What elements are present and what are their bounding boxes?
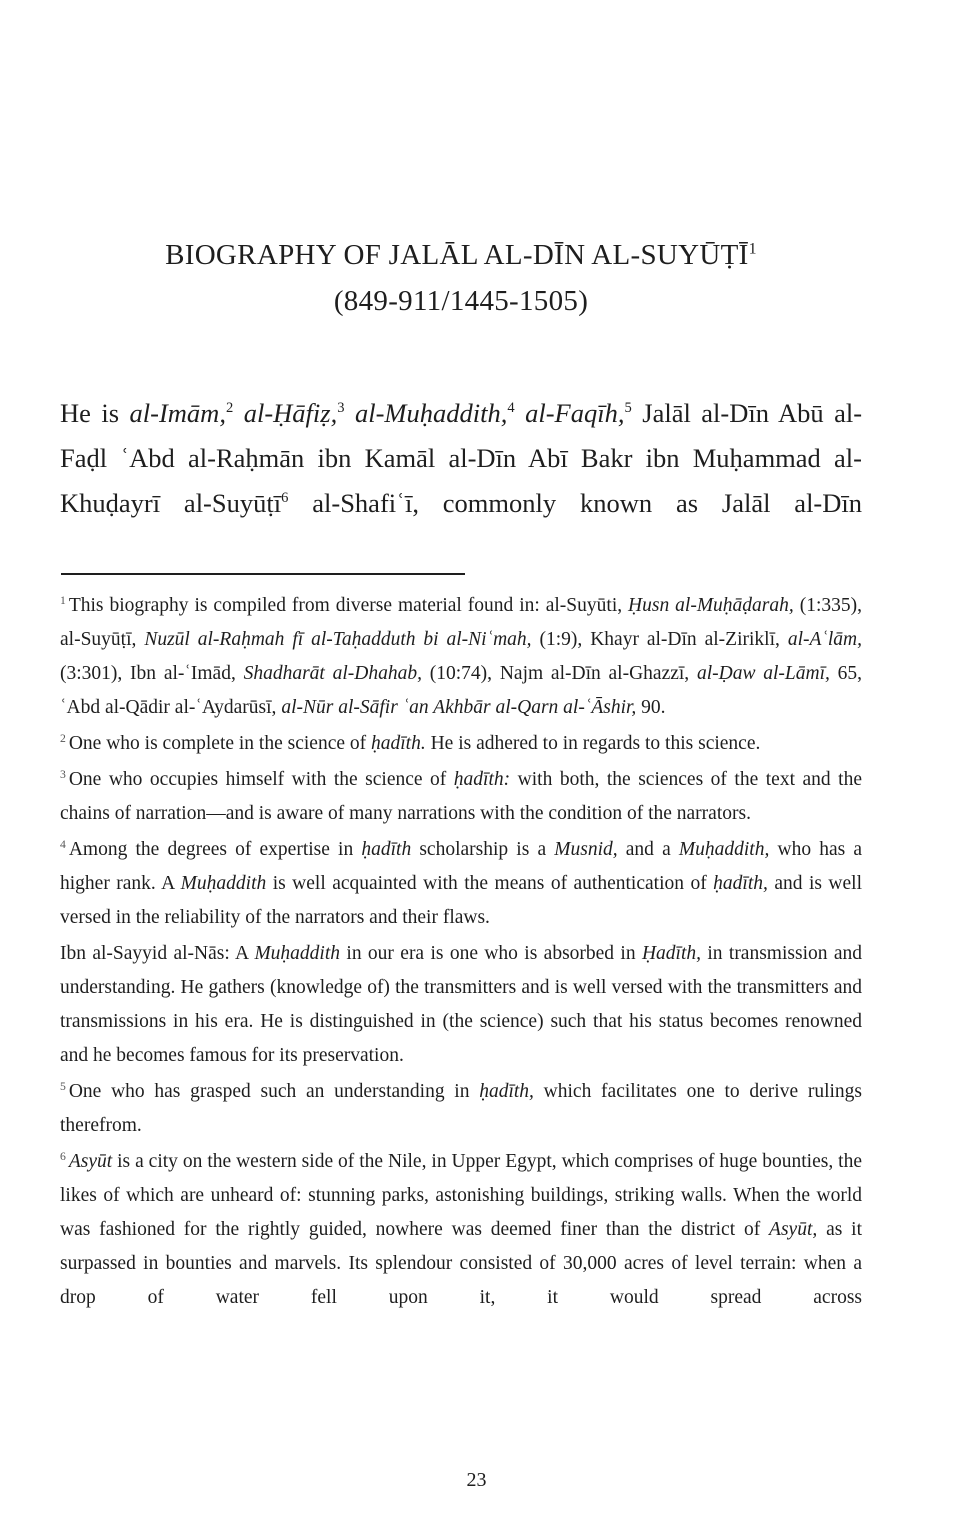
footnote-ref-6: 6 bbox=[281, 490, 289, 507]
footnote-italic: ḥadīth, bbox=[713, 873, 768, 894]
footnote-italic: Nuzūl al-Raḥmah fī al-Taḥadduth bi al-Niʿmah, bbox=[144, 629, 532, 650]
footnote-italic: Ḥadīth, bbox=[641, 943, 701, 964]
footnote-text: (1:335), al-Suyūṭī, bbox=[60, 595, 862, 650]
footnote-2 bbox=[60, 727, 862, 761]
footnote-italic: Muḥaddith, bbox=[678, 839, 770, 860]
footnote-number: 6 bbox=[60, 1149, 66, 1163]
footnote-text: with both, the sciences of the text and the chains of narration—and is aware of many narrations with the condition of the narrators. bbox=[60, 769, 862, 824]
body-text: al-Shafiʿī, commonly known as Jalāl al-Dīn bbox=[288, 488, 863, 518]
body-text: He is bbox=[60, 398, 130, 428]
footnote-number: 4 bbox=[60, 837, 66, 851]
footnote-italic: Ḥusn al-Muḥāḍarah, bbox=[628, 595, 794, 616]
footnote-text: (3:301), Ibn al-ʿImād, bbox=[60, 663, 244, 684]
body-italic-term: al-Faqīh, bbox=[525, 398, 625, 428]
body-italic-term: al-Imām, bbox=[129, 398, 226, 428]
footnote-text: which facilitates one to derive rulings therefrom. bbox=[60, 1081, 862, 1136]
footnote-text: scholarship is a bbox=[411, 839, 555, 860]
footnote-italic: al-Aʿlām, bbox=[787, 629, 863, 650]
footnote-text: One who is complete in the science of bbox=[68, 733, 371, 754]
footnote-text: 65, ʿAbd al-Qādir al-ʿAydarūsī, bbox=[60, 663, 863, 718]
chapter-title-text: BIOGRAPHY OF JALĀL AL-DĪN AL-SUYŪṬĪ bbox=[165, 239, 749, 271]
footnote-ref-2: 2 bbox=[225, 400, 234, 417]
footnote-1 bbox=[60, 589, 862, 725]
footnote-text: in transmission and understanding. He gathers (knowledge of) the transmitters and is well versed with the transmitters and transmissions in his era. He is distinguished in (the science) such that his status becomes renowned and he becomes famous for its preservation. bbox=[60, 943, 863, 1066]
footnote-text: This biography is compiled from diverse material found in: al-Suyūti, bbox=[68, 595, 629, 616]
footnote-italic: Muḥaddith bbox=[180, 873, 267, 894]
footnote-text: One who occupies himself with the science of bbox=[68, 769, 454, 790]
footnote-4 bbox=[60, 833, 862, 935]
footnote-italic: Asyūt, bbox=[769, 1219, 818, 1240]
body-italic-term: al-Ḥāfiẓ, bbox=[243, 398, 338, 428]
footnote-ref-5: 5 bbox=[624, 400, 632, 417]
page-number: 23 bbox=[466, 1469, 487, 1491]
footnote-text: 90. bbox=[636, 697, 666, 718]
footnote-text: in our era is one who is absorbed in bbox=[340, 943, 642, 964]
footnote-number: 5 bbox=[60, 1079, 66, 1093]
footnote-text: One who has grasped such an understanding in bbox=[68, 1081, 480, 1102]
footnotes bbox=[60, 589, 862, 1317]
footnote-text: and a bbox=[617, 839, 679, 860]
footnote-ref-4: 4 bbox=[507, 400, 515, 417]
chapter-dates: (849-911/1445-1505) bbox=[333, 285, 589, 317]
footnote-3 bbox=[60, 763, 862, 831]
footnote-text: He is adhered to in regards to this science. bbox=[425, 733, 761, 754]
footnote-number: 3 bbox=[60, 767, 66, 781]
footnote-text: Among the degrees of expertise in bbox=[68, 839, 362, 860]
footnote-italic: al-Nūr al-Sāfir ʿan Akhbār al-Qarn al-ʿĀshir, bbox=[281, 697, 637, 718]
footnote-6 bbox=[60, 1145, 862, 1315]
footnote-5 bbox=[60, 1075, 862, 1143]
footnote-text: is a city on the western side of the Nile, in Upper Egypt, which comprises of huge bounties, the likes of which are unheard of: stunning parks, astonishing buildings, striking walls. When the world was fashioned for the rightly guided, nowhere was deemed finer than the district of bbox=[60, 1151, 862, 1240]
footnote-separator bbox=[61, 573, 465, 575]
footnote-number: 2 bbox=[60, 731, 66, 745]
footnote-text: who has a higher rank. A bbox=[60, 839, 862, 894]
footnote-text: (1:9), Khayr al-Dīn al-Ziriklī, bbox=[531, 629, 788, 650]
footnote-text: is well acquainted with the means of authentication of bbox=[266, 873, 714, 894]
footnote-italic: Muḥaddith bbox=[254, 943, 341, 964]
footnote-italic: Musnid, bbox=[554, 839, 618, 860]
footnote-italic: Asyūt bbox=[68, 1151, 113, 1172]
footnote-4-continued bbox=[60, 937, 862, 1073]
footnote-italic: al-Ḍaw al-Lāmī, bbox=[696, 663, 830, 684]
footnote-italic: ḥadīth, bbox=[479, 1081, 534, 1102]
body-italic-term: al-Muḥaddith, bbox=[354, 398, 508, 428]
footnote-text: and is well versed in the reliability of the narrators and their flaws. bbox=[60, 873, 862, 928]
footnote-italic: Shadharāt al-Dhahab, bbox=[243, 663, 422, 684]
footnote-text: as it surpassed in bounties and marvels. Its splendour consisted of 30,000 acres of level terrain: when a drop of water fell upon it, it would spread across bbox=[60, 1219, 862, 1308]
footnote-text: (10:74), Najm al-Dīn al-Ghazzī, bbox=[422, 663, 697, 684]
footnote-text: Ibn al-Sayyid al-Nās: A bbox=[60, 943, 255, 964]
chapter-title-line bbox=[60, 232, 862, 278]
footnote-ref-3: 3 bbox=[337, 400, 345, 417]
footnote-italic: ḥadīth: bbox=[453, 769, 511, 790]
footnote-ref-1: 1 bbox=[748, 240, 757, 258]
footnote-italic: ḥadīth. bbox=[371, 733, 426, 754]
chapter-title bbox=[60, 232, 862, 324]
footnote-number: 1 bbox=[60, 593, 66, 607]
body-paragraph bbox=[60, 391, 862, 526]
footnote-italic: ḥadīth bbox=[361, 839, 412, 860]
body-text: Jalāl al-Dīn Abū al-Faḍl ʿAbd al-Raḥmān ibn Kamāl al-Dīn Abī Bakr ibn Muḥammad al-Khuḍayrī al-Suyūṭī bbox=[60, 398, 863, 518]
